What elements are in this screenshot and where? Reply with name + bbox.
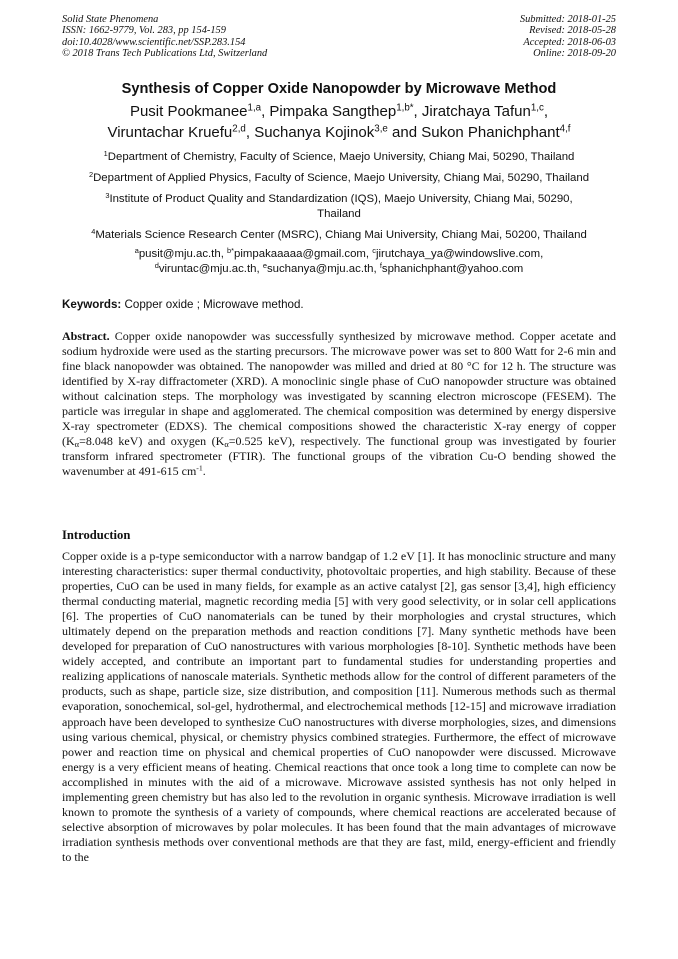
email[interactable]: $^{b*}$pimpakaaaaa@gmail.com: [227, 245, 366, 260]
abstract-label: Abstract.: [62, 329, 110, 343]
publication-dates: [520, 14, 616, 60]
date-online: Online: 2018-09-20: [533, 48, 616, 60]
abstract: Abstract. Copper oxide nanopowder was successfully synthesized by microwave method. Copper acetate and sodium hydroxide were used as the starting precursors. The microwave power was set to 800 Watt for 2-6 min and fine black nanopowder was obtained. The nanopowder was milled and dried at 80 °C for 12 h. The structure was identified by X-ray diffractometer (XRD). A monoclinic single phase of CuO nanopowder structure was obtained without calcination steps. The morphology was investigated by scanning electron microscope (FESEM). The particle was irregular in shape and agglomerated. The chemical composition was determined by energy dispersive X-ray spectrometer (EDXS). The chemical compositions showed the characteristic X-ray energy of copper ($K_\alpha=8.048$ keV) and oxygen ($K_\alpha=0.525$ keV), respectively. The functional group was investigated by fourier transform infrared spectrometer (FTIR). The functional groups of the vibration Cu-O bending showed the wavenumber at 491-615 $cm^{-1}$.: [62, 329, 616, 479]
email[interactable]: $^e$suchanya@mju.ac.th: [262, 260, 374, 275]
date-accepted: Accepted: 2018-06-03: [523, 36, 616, 48]
affiliation: $^4$Materials Science Research Center (MSRC), Chiang Mai University, Chiang Mai, 50200, Thailand: [91, 226, 587, 241]
author: Jiratchaya Tafun$^{1,c}$: [421, 102, 544, 120]
author: Sukon Phanichphant$^{4,f}$: [421, 123, 571, 141]
affiliation: $^2$Department of Applied Physics, Faculty of Science, Maejo University, Chiang Mai, 50290, Thailand: [88, 169, 590, 184]
paper-title: Synthesis of Copper Oxide Nanopowder by Microwave Method: [121, 81, 557, 97]
journal-name: Solid State Phenomena: [62, 14, 159, 25]
email[interactable]: $^c$jirutchaya_ya@windowslive.com: [372, 245, 541, 260]
journal-copyright: © 2018 Trans Tech Publications Ltd, Switzerland: [62, 48, 268, 60]
author-list: Pusit Pookmanee$^{1,a}$, Pimpaka Sangthep$^{1,b*}$, Jiratchaya Tafun$^{1,c}$, Viruntachar Kruefu$^{2,d}$, Suchanya Kojinok$^{3,e}$ and Sukon Phanichphant$^{4,f}$: [107, 102, 571, 141]
journal-issn: ISSN: 1662-9779, Vol. 283, pp 154-159: [62, 25, 226, 37]
keywords-text: Copper oxide ; Microwave method.: [124, 298, 304, 311]
email[interactable]: $^a$pusit@mju.ac.th: [134, 245, 221, 260]
email[interactable]: $^f$sphanichphant@yahoo.com: [379, 260, 524, 275]
author: Pimpaka Sangthep$^{1,b*}$: [269, 102, 414, 120]
affiliation: $^3$Institute of Product Quality and Standardization (IQS), Maejo University, Chiang Mai, 50290, Thailand: [105, 190, 573, 220]
journal-doi: doi:10.4028/www.scientific.net/SSP.283.154: [62, 36, 246, 48]
section-heading-introduction: Introduction: [62, 528, 131, 542]
email[interactable]: $^d$viruntac@mju.ac.th: [154, 260, 257, 275]
affiliation: $^1$Department of Chemistry, Faculty of Science, Maejo University, Chiang Mai, 50290, Thailand: [103, 148, 575, 163]
date-submitted: Submitted: 2018-01-25: [519, 14, 616, 25]
author: Suchanya Kojinok$^{3,e}$: [254, 123, 388, 141]
email-list: $^a$pusit@mju.ac.th, $^{b*}$pimpakaaaaa@gmail.com, $^c$jirutchaya_ya@windowslive.com, $^d$viruntac@mju.ac.th, $^e$suchanya@mju.ac.th, $^f$sphanichphant@yahoo.com: [134, 245, 544, 275]
introduction-paragraph: Copper oxide is a p-type semiconductor with a narrow bandgap of 1.2 eV [1]. It has monoclinic structure and many interesting characteristics: super thermal conductivity, photovoltaic properties, and high stability. Because of these properties, CuO can be used in many fields, for example as an active catalyst [2], gas sensor [3,4], high efficiency thermal conducting material, magnetic recording media [5] with very good selectivity, or in solar cell applications [6]. The properties of CuO nanomaterials can be tuned by their morphologies and crystal structures, which ultimately depend on the preparation methods and reaction conditions [7]. Many synthetic methods have been developed for preparation of CuO nanostructures with various morphologies [8-10]. Synthetic methods have been widely accepted, and contribute an important part to fundamental studies for understanding properties and realizing applications of nanoscale materials. Synthetic methods allow for the control of different parameters of the products, such as shape, particle size, size distribution, and composition [11]. Numerous methods such as thermal evaporation, sonochemical, sol-gel, hydrothermal, and electrochemical methods [12-15] and microwave irradiation approach have been developed to synthesize CuO nanostructures with diverse morphologies, sizes, and dimensions using various chemical, physical, or chemistry physics combined strategies. Furthermore, the effect of microwave power and reaction time on physical and chemical properties of CuO nanopowder were discussed. Microwave energy is a very efficient means of heating. Chemical reactions that once took a long time to complete can now be accomplished in minutes with the aid of a microwave. Microwave assisted synthesis has not only helped in implementing green chemistry but has also led to the revolution in organic synthesis. Microwave irradiation is well known to promote the synthesis of a variety of compounds, where chemical reactions are accelerated because of selective absorption of microwaves by polar molecules. It has been found that the main advantages of microwave irradiation synthesis methods over conventional methods are that they are fast, mild, energy-efficient and friendly to the: [62, 549, 616, 864]
keywords: [62, 298, 616, 311]
author: Pusit Pookmanee$^{1,a}$: [129, 102, 262, 120]
author: Viruntachar Kruefu$^{2,d}$: [107, 123, 246, 141]
keywords-label: Keywords:: [62, 298, 122, 311]
date-revised: Revised: 2018-05-28: [529, 25, 616, 37]
journal-info: [62, 14, 267, 60]
